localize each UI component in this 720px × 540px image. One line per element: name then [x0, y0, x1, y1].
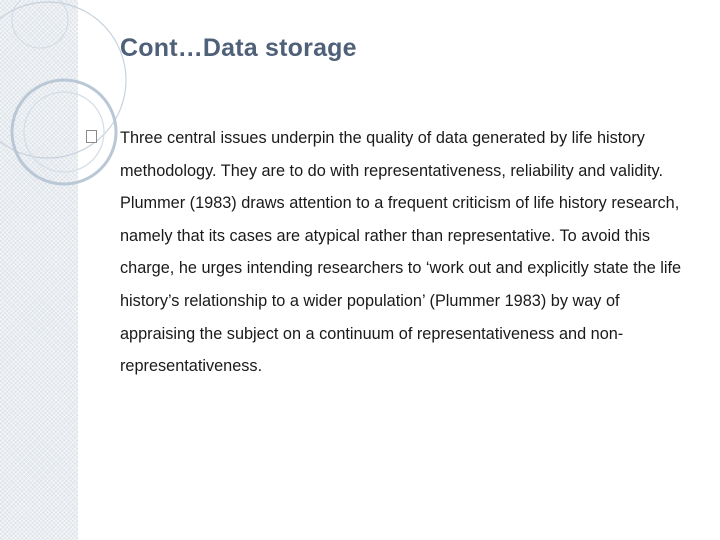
- bullet-body-text: Three central issues underpin the quality of data generated by life history methodology. They are to do with representativeness, reliability and validity. Plummer (1983) draws attention to a frequent criticism of life history research, namely that its cases are atypical rather than representative. To avoid this charge, he urges intending researchers to ‘work out and explicitly state the life history’s relationship to a wider population’ (Plummer 1983) by way of appraising the subject on a continuum of representativeness and non-representativeness.: [120, 129, 682, 376]
- slide-title: Cont…Data storage: [120, 34, 357, 62]
- left-pattern-band: [0, 0, 78, 540]
- square-bullet-icon: [86, 130, 97, 143]
